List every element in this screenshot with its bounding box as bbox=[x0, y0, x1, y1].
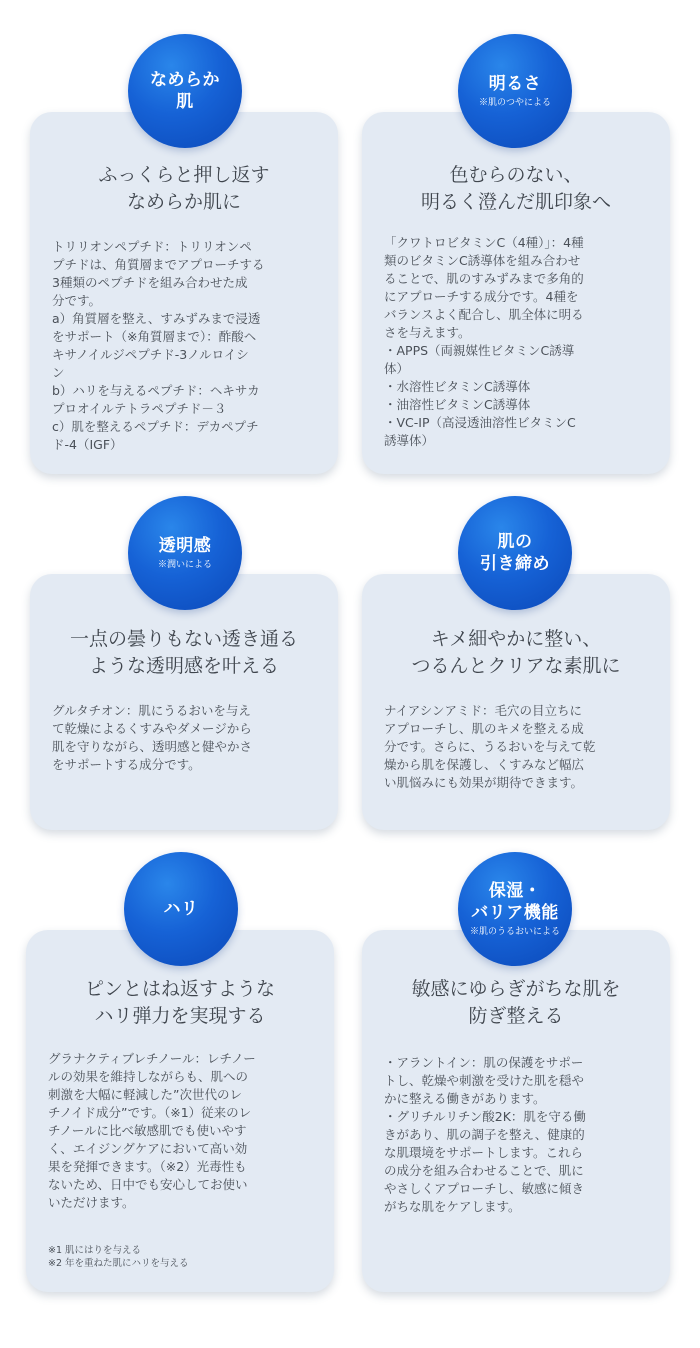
badge-title: 明るさ bbox=[488, 73, 542, 94]
footnotes: ※1 肌にはりを与える ※2 年を重ねた肌にハリを与える bbox=[48, 1245, 189, 1269]
badge-title: 肌の 引き締め bbox=[480, 532, 550, 574]
card-heading: ふっくらと押し返す なめらか肌に bbox=[98, 164, 270, 213]
badge-note: ※肌のうるおいによる bbox=[469, 926, 560, 937]
feature-badge-clarity bbox=[128, 496, 242, 610]
feature-card-brightness bbox=[362, 112, 670, 474]
feature-card-barrier bbox=[362, 930, 670, 1292]
badge-note: ※肌のつやによる bbox=[478, 97, 551, 108]
badge-title: ハリ bbox=[163, 899, 199, 919]
card-body-text: トリリオンペプチド：トリリオンペ プチドは、角質層までアプローチする 3種類のペプチドを組み合わせた成 分です。 a）角質層を整え、すみずみまで浸透 をサポート（※角質層まで）：酢酸ヘ キサノイルジペプチド-3ノルロイシ ン b）ハリを与えるペプチド：ヘキサカ プロオイルテトラペプチド－３ c）肌を整えるペプチド：デカペプチ ド-4（IGF） bbox=[52, 239, 265, 452]
feature-badge-smooth-skin bbox=[128, 34, 242, 148]
feature-badge-brightness bbox=[458, 34, 572, 148]
card-body-text: グルタチオン：肌にうるおいを与え て乾燥によるくすみやダメージから 肌を守りながら、透明感と健やかさ をサポートする成分です。 bbox=[52, 703, 253, 772]
badge-title: なめらか 肌 bbox=[150, 70, 220, 112]
card-heading: 一点の曇りもない透き通る ような透明感を叶える bbox=[69, 628, 298, 677]
card-body-text: ・アラントイン：肌の保護をサポー トし、乾燥や刺激を受けた肌を穏や かに整える働きがあります。 ・グリチルリチン酸2K：肌を守る働 きがあり、肌の調子を整え、健康的 な肌環境をサポートします。これら の成分を組み合わせることで、肌に やさしくアプローチし、敏感に傾き がちな肌をケアします。 bbox=[384, 1055, 586, 1214]
card-heading: 敏感にゆらぎがちな肌を 防ぎ整える bbox=[411, 978, 621, 1027]
card-heading: 色むらのない、 明るく澄んだ肌印象へ bbox=[420, 164, 611, 213]
badge-title: 透明感 bbox=[158, 535, 212, 556]
feature-badge-elasticity bbox=[124, 852, 238, 966]
card-body-text: グラナクティブレチノール：レチノー ルの効果を維持しながらも、肌への 刺激を大幅に軽減した”次世代のレ チノイド成分”です。（※1）従来のレ チノールに比べ敏感肌でも使いやす く、エイジングケアにおいて高い効 果を発揮できます。（※2）光毒性も ないため、日中でも安心してお使い いただけます。 bbox=[48, 1051, 256, 1210]
feature-badge-barrier bbox=[458, 852, 572, 966]
feature-badge-firming bbox=[458, 496, 572, 610]
feature-card-clarity bbox=[30, 574, 338, 830]
feature-card-firming bbox=[362, 574, 670, 830]
card-body-text: ナイアシンアミド：毛穴の目立ちに アプローチし、肌のキメを整える成 分です。さらに、うるおいを与えて乾 燥から肌を保護し、くすみなど幅広 い肌悩みにも効果が期待できます。 bbox=[384, 703, 596, 790]
badge-note: ※潤いによる bbox=[157, 559, 212, 570]
card-heading: キメ細やかに整い、 つるんとクリアな素肌に bbox=[411, 628, 621, 677]
feature-card-smooth-skin bbox=[30, 112, 338, 474]
feature-card-elasticity bbox=[26, 930, 334, 1292]
card-body-text: 「クワトロビタミンC（4種）」：4種 類のビタミンC誘導体を組み合わせ ることで、肌のすみずみまで多角的 にアプローチする成分です。4種を バランスよく配合し、肌全体に明る さを与えます。 ・APPS（両親媒性ビタミンC誘導 体） ・水溶性ビタミンC誘導体 ・油溶性ビタミンC誘導体 ・VC-IP（高浸透油溶性ビタミンC 誘導体） bbox=[384, 235, 584, 448]
badge-title: 保湿・ バリア機能 bbox=[471, 880, 559, 923]
card-heading: ピンとはね返すような ハリ弾力を実現する bbox=[84, 978, 275, 1027]
